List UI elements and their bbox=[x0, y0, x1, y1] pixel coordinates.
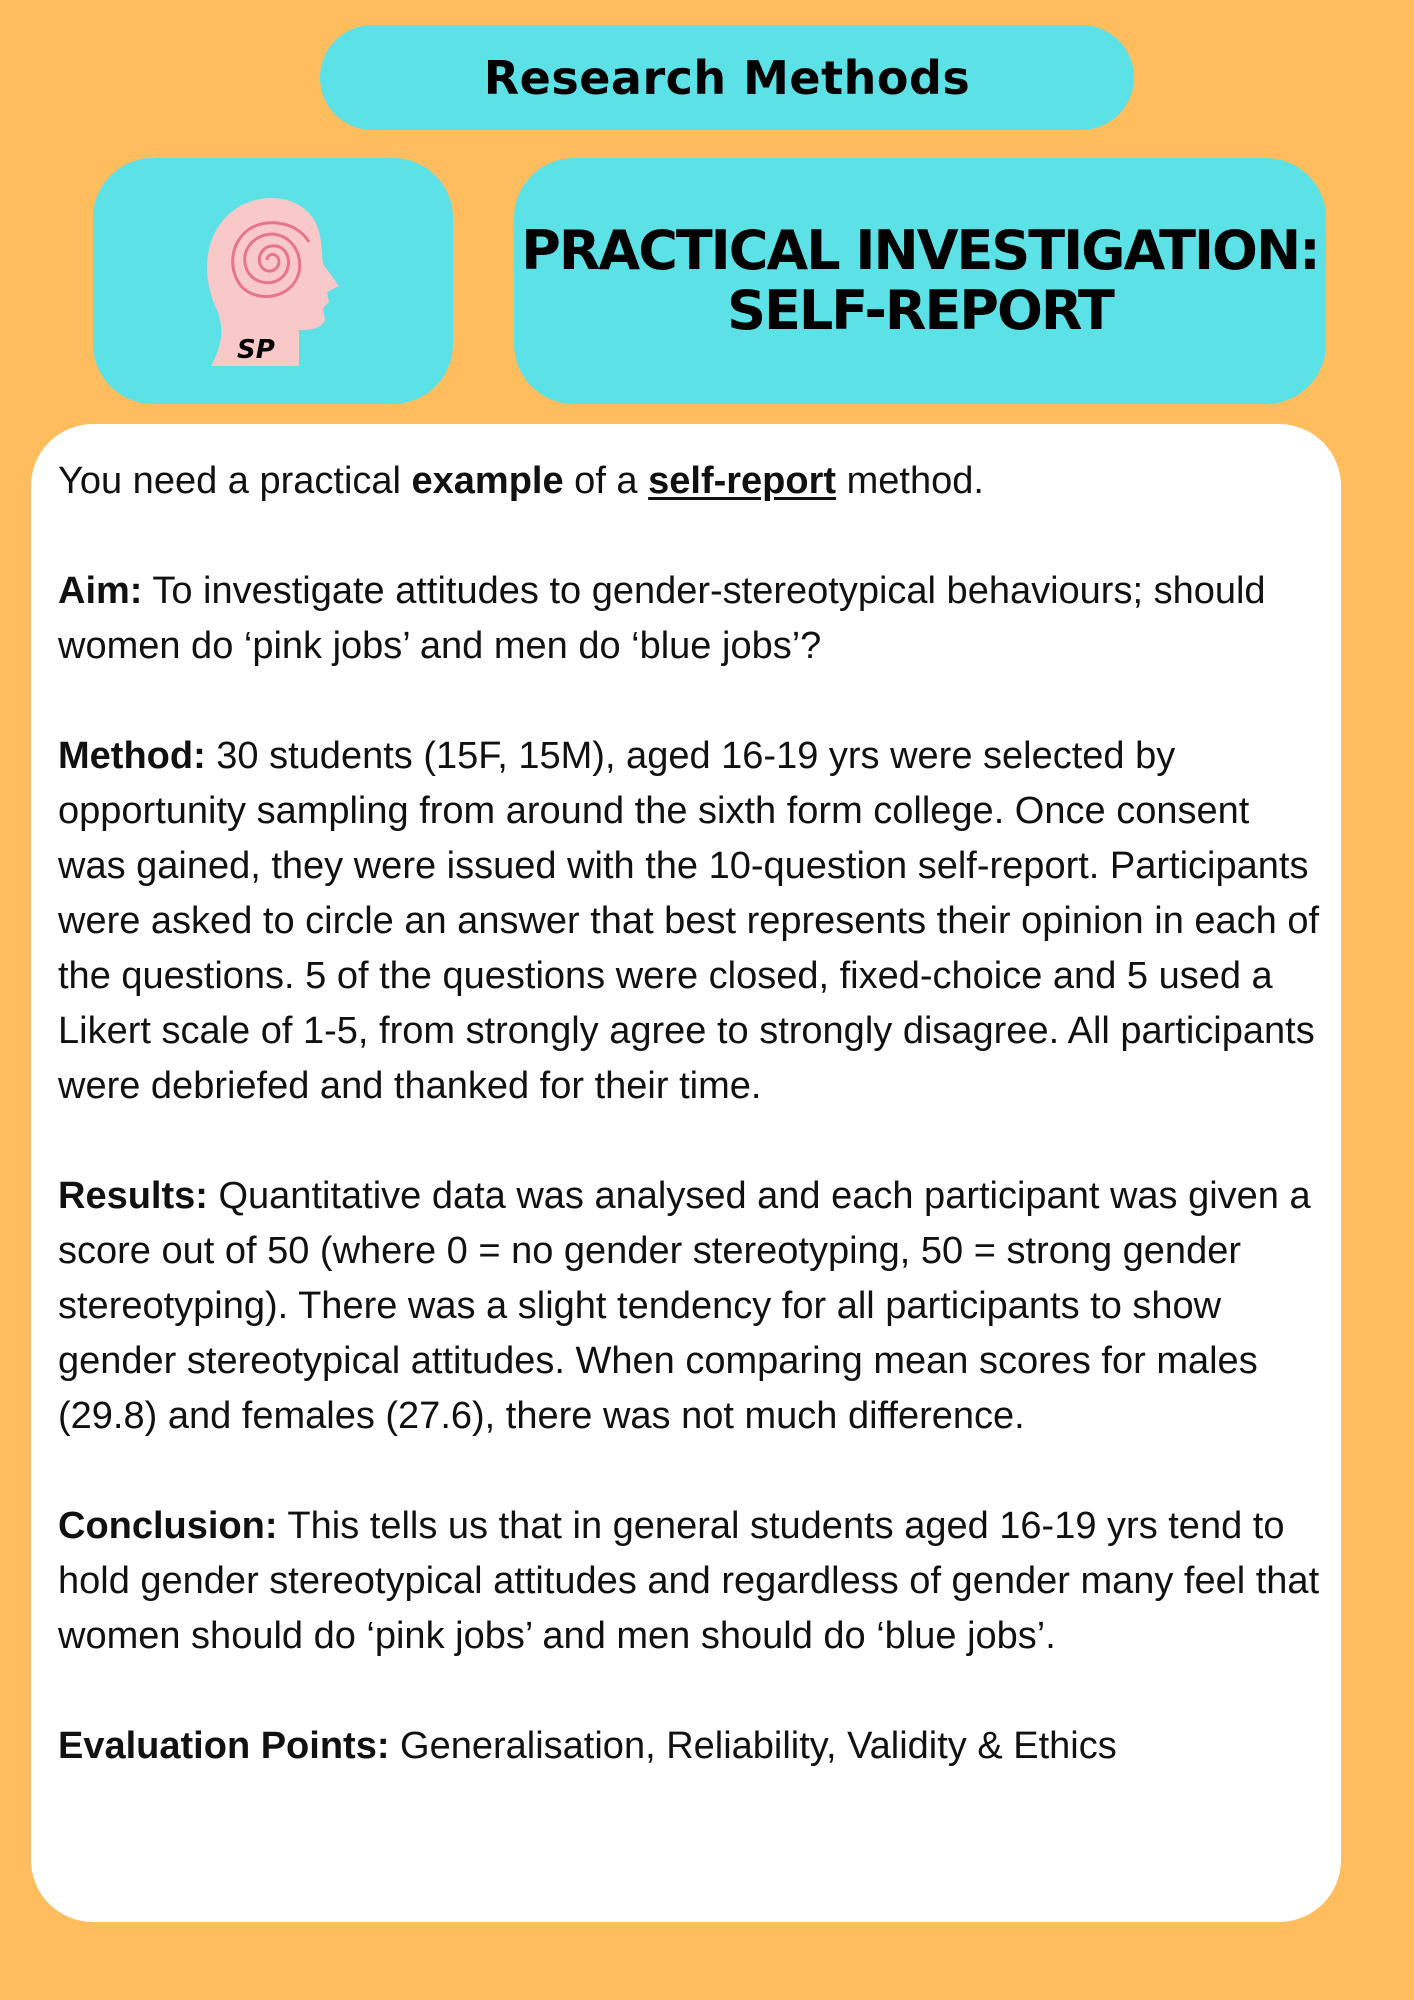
results-label: Results: bbox=[58, 1175, 208, 1217]
content-card bbox=[31, 424, 1341, 1922]
logo-text: SP bbox=[237, 335, 275, 365]
header-pill bbox=[320, 25, 1134, 130]
intro-bold: example bbox=[411, 460, 564, 502]
intro-paragraph bbox=[58, 454, 1321, 509]
method-paragraph bbox=[58, 729, 1321, 1114]
evaluation-paragraph bbox=[58, 1719, 1321, 1774]
header-title: Research Methods bbox=[483, 50, 971, 105]
title-card bbox=[514, 158, 1326, 404]
head-spiral-icon bbox=[203, 190, 343, 370]
evaluation-label: Evaluation Points: bbox=[58, 1725, 390, 1767]
results-paragraph bbox=[58, 1169, 1321, 1444]
aim-label: Aim: bbox=[58, 570, 143, 612]
main-title-line2: SELF-REPORT bbox=[727, 279, 1113, 342]
method-label: Method: bbox=[58, 735, 206, 777]
intro-pre: You need a practical bbox=[58, 460, 412, 502]
intro-post: method. bbox=[836, 460, 984, 502]
main-title-line1: PRACTICAL INVESTIGATION: bbox=[521, 219, 1319, 282]
results-text: Quantitative data was analysed and each participant was given a score out of 50 (where 0 = no gender stereotyping, 50 = strong gender stereotyping). There was a slight tendency for all participants to show gender stereotypical attitudes. When comparing mean scores for males (29.8) and females (27.6), there was not much difference. bbox=[58, 1175, 1311, 1437]
evaluation-text: Generalisation, Reliability, Validity & Ethics bbox=[389, 1725, 1117, 1767]
method-text: 30 students (15F, 15M), aged 16-19 yrs were selected by opportunity sampling from around the sixth form college. Once consent was gained, they were issued with the 10-question self-report. Participants were asked to circle an answer that best represents their opinion in each of the questions. 5 of the questions were closed, fixed-choice and 5 used a Likert scale of 1-5, from strongly agree to strongly disagree. All participants were debriefed and thanked for their time. bbox=[58, 735, 1320, 1107]
logo-card bbox=[93, 158, 453, 404]
conclusion-label: Conclusion: bbox=[58, 1505, 278, 1547]
conclusion-paragraph bbox=[58, 1499, 1321, 1664]
conclusion-text: This tells us that in general students aged 16-19 yrs tend to hold gender stereotypical attitudes and regardless of gender many feel that women should do ‘pink jobs’ and men should do ‘blue jobs’. bbox=[58, 1505, 1320, 1657]
aim-text: To investigate attitudes to gender-stereotypical behaviours; should women do ‘pink jobs’ and men do ‘blue jobs’? bbox=[58, 570, 1266, 667]
intro-underline: self-report bbox=[648, 460, 837, 502]
aim-paragraph bbox=[58, 564, 1321, 674]
intro-mid: of a bbox=[563, 460, 649, 502]
